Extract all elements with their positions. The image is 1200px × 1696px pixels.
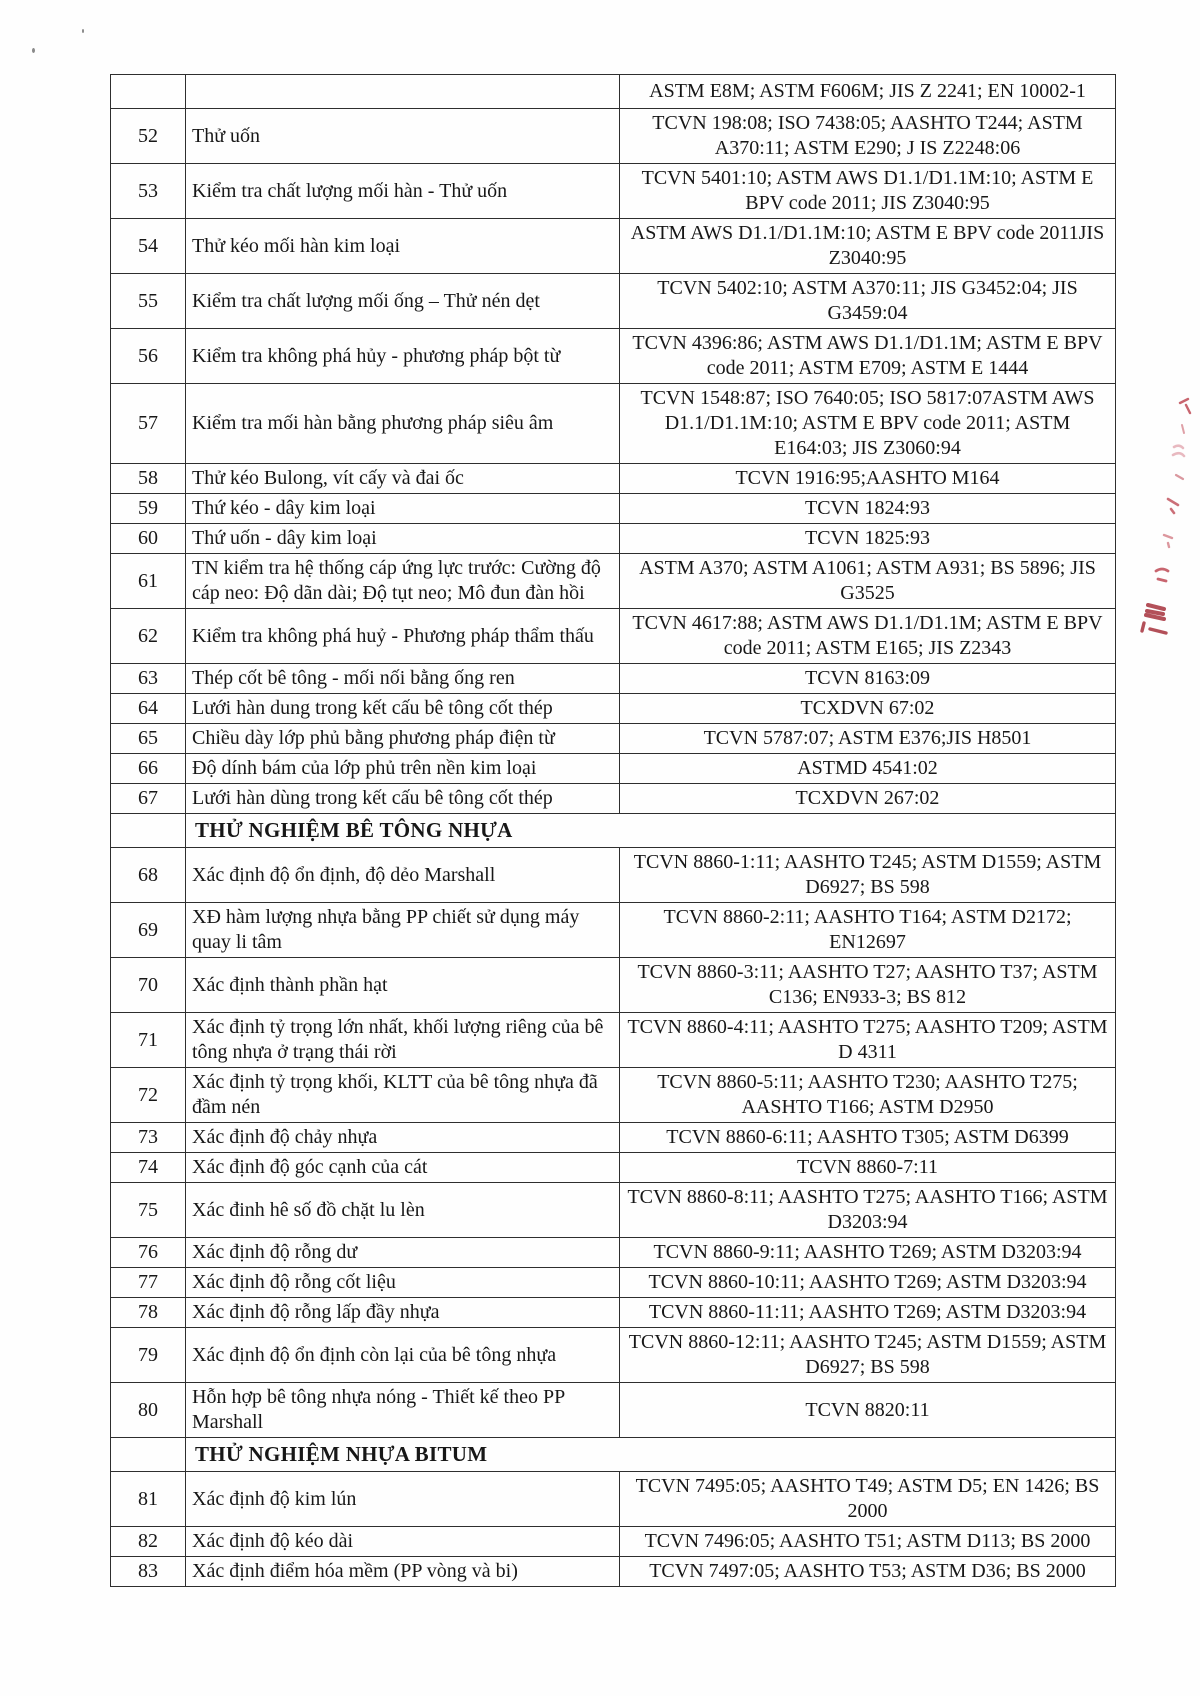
standards-cell: TCVN 4396:86; ASTM AWS D1.1/D1.1M; ASTM E BPV code 2011; ASTM E709; ASTM E 1444 [620,329,1116,384]
test-name-cell: Lưới hàn dùng trong kết cấu bê tông cốt thép [186,784,620,814]
table-row [111,524,1116,554]
table-row [111,1183,1116,1238]
row-number-cell: 76 [111,1238,186,1268]
test-name-cell: Xác định độ rỗng cốt liệu [186,1268,620,1298]
table-row [111,494,1116,524]
row-number-cell: 71 [111,1013,186,1068]
standards-cell: TCVN 198:08; ISO 7438:05; AASHTO T244; ASTM A370:11; ASTM E290; J IS Z2248:06 [620,109,1116,164]
scan-speck [82,29,84,33]
row-number-cell: 58 [111,464,186,494]
row-number-cell: 56 [111,329,186,384]
standards-cell: TCVN 1825:93 [620,524,1116,554]
table-row [111,1153,1116,1183]
test-name-cell: Kiểm tra mối hàn bằng phương pháp siêu âm [186,384,620,464]
standards-cell: ASTM E8M; ASTM F606M; JIS Z 2241; EN 10002-1 [620,75,1116,109]
scan-speck [32,48,35,53]
row-number-cell: 63 [111,664,186,694]
standards-cell: TCVN 4617:88; ASTM AWS D1.1/D1.1M; ASTM E BPV code 2011; ASTM E165; JIS Z2343 [620,609,1116,664]
standards-cell: TCVN 8860-2:11; AASHTO T164; ASTM D2172; EN12697 [620,903,1116,958]
table-row [111,164,1116,219]
standards-cell: TCVN 8163:09 [620,664,1116,694]
test-name-cell: TN kiểm tra hệ thống cáp ứng lực trước: Cường độ cáp neo: Độ dãn dài; Độ tụt neo; Mô đun đàn hồi [186,554,620,609]
row-number-cell: 83 [111,1557,186,1587]
section-header-label: THỬ NGHIỆM BÊ TÔNG NHỰA [186,814,1116,848]
table-row [111,1328,1116,1383]
table-row [111,1123,1116,1153]
table-row [111,1268,1116,1298]
row-number-cell: 72 [111,1068,186,1123]
table-row [111,903,1116,958]
section-header-row [111,1438,1116,1472]
standards-cell: TCXDVN 67:02 [620,694,1116,724]
row-number-cell: 70 [111,958,186,1013]
test-name-cell: Thép cốt bê tông - mối nối bằng ống ren [186,664,620,694]
test-name-cell: Chiều dày lớp phủ bằng phương pháp điện từ [186,724,620,754]
section-header-label: THỬ NGHIỆM NHỰA BITUM [186,1438,1116,1472]
row-number-cell: 81 [111,1472,186,1527]
row-number-cell: 62 [111,609,186,664]
test-name-cell: XĐ hàm lượng nhựa bằng PP chiết sử dụng máy quay li tâm [186,903,620,958]
test-name-cell: Xác định tỷ trọng khối, KLTT của bê tông nhựa đã đầm nén [186,1068,620,1123]
test-name-cell: Hỗn hợp bê tông nhựa nóng - Thiết kế theo PP Marshall [186,1383,620,1438]
row-number-cell [111,814,186,848]
row-number-cell: 74 [111,1153,186,1183]
test-name-cell: Kiểm tra không phá hủy - phương pháp bột từ [186,329,620,384]
test-name-cell: Độ dính bám của lớp phủ trên nền kim loại [186,754,620,784]
standards-cell: TCVN 8860-1:11; AASHTO T245; ASTM D1559; ASTM D6927; BS 598 [620,848,1116,903]
table-row [111,109,1116,164]
table-row [111,848,1116,903]
test-name-cell: Xác định điểm hóa mềm (PP vòng và bi) [186,1557,620,1587]
row-number-cell: 68 [111,848,186,903]
standards-cell: ASTM AWS D1.1/D1.1M:10; ASTM E BPV code 2011JIS Z3040:95 [620,219,1116,274]
row-number-cell: 60 [111,524,186,554]
row-number-cell: 59 [111,494,186,524]
test-name-cell: Xác định độ kim lún [186,1472,620,1527]
standards-table [110,74,1116,1587]
table-row [111,554,1116,609]
table-row [111,384,1116,464]
standards-cell: TCVN 7497:05; AASHTO T53; ASTM D36; BS 2000 [620,1557,1116,1587]
row-number-cell [111,75,186,109]
standards-table-body [111,75,1116,1587]
row-number-cell: 61 [111,554,186,609]
row-number-cell: 77 [111,1268,186,1298]
table-row [111,664,1116,694]
standards-cell: TCVN 7495:05; AASHTO T49; ASTM D5; EN 1426; BS 2000 [620,1472,1116,1527]
standards-cell: TCVN 8860-11:11; AASHTO T269; ASTM D3203:94 [620,1298,1116,1328]
table-row [111,1238,1116,1268]
test-name-cell: Xác định độ rỗng dư [186,1238,620,1268]
table-row [111,1472,1116,1527]
table-row [111,1383,1116,1438]
row-number-cell [111,1438,186,1472]
table-row [111,219,1116,274]
table-row [111,464,1116,494]
test-name-cell: Xác định thành phần hạt [186,958,620,1013]
test-name-cell: Thử uốn [186,109,620,164]
table-row [111,958,1116,1013]
standards-cell: TCVN 8860-9:11; AASHTO T269; ASTM D3203:94 [620,1238,1116,1268]
row-number-cell: 64 [111,694,186,724]
test-name-cell: Xác định độ kéo dài [186,1527,620,1557]
row-number-cell: 78 [111,1298,186,1328]
standards-cell: TCVN 8820:11 [620,1383,1116,1438]
standards-cell: TCVN 8860-6:11; AASHTO T305; ASTM D6399 [620,1123,1116,1153]
row-number-cell: 53 [111,164,186,219]
row-number-cell: 75 [111,1183,186,1238]
table-row [111,1068,1116,1123]
standards-cell: TCVN 1824:93 [620,494,1116,524]
table-row [111,694,1116,724]
test-name-cell: Xác đinh hê số đồ chặt lu lèn [186,1183,620,1238]
table-row [111,1013,1116,1068]
row-number-cell: 69 [111,903,186,958]
test-name-cell: Xác định độ ổn định, độ dẻo Marshall [186,848,620,903]
standards-cell: TCVN 5401:10; ASTM AWS D1.1/D1.1M:10; ASTM E BPV code 2011; JIS Z3040:95 [620,164,1116,219]
standards-cell: TCVN 8860-7:11 [620,1153,1116,1183]
test-name-cell: Thử kéo Bulong, vít cấy và đai ốc [186,464,620,494]
table-row [111,75,1116,109]
test-name-cell [186,75,620,109]
row-number-cell: 73 [111,1123,186,1153]
test-name-cell: Kiểm tra chất lượng mối ống – Thử nén dẹt [186,274,620,329]
standards-cell: ASTMD 4541:02 [620,754,1116,784]
table-row [111,1527,1116,1557]
row-number-cell: 57 [111,384,186,464]
standards-cell: TCVN 5402:10; ASTM A370:11; JIS G3452:04; JIS G3459:04 [620,274,1116,329]
table-row [111,1298,1116,1328]
test-name-cell: Xác định độ góc cạnh của cát [186,1153,620,1183]
standards-cell: ASTM A370; ASTM A1061; ASTM A931; BS 5896; JIS G3525 [620,554,1116,609]
test-name-cell: Thử kéo mối hàn kim loại [186,219,620,274]
standards-cell: TCVN 7496:05; AASHTO T51; ASTM D113; BS 2000 [620,1527,1116,1557]
table-row [111,274,1116,329]
table-row [111,1557,1116,1587]
table-row [111,609,1116,664]
row-number-cell: 80 [111,1383,186,1438]
standards-cell: TCVN 8860-5:11; AASHTO T230; AASHTO T275; AASHTO T166; ASTM D2950 [620,1068,1116,1123]
row-number-cell: 67 [111,784,186,814]
test-name-cell: Xác định độ chảy nhựa [186,1123,620,1153]
standards-cell: TCVN 8860-4:11; AASHTO T275; AASHTO T209; ASTM D 4311 [620,1013,1116,1068]
table-row [111,754,1116,784]
test-name-cell: Kiểm tra không phá huỷ - Phương pháp thẩm thấu [186,609,620,664]
test-name-cell: Thứ uốn - dây kim loại [186,524,620,554]
test-name-cell: Kiểm tra chất lượng mối hàn - Thử uốn [186,164,620,219]
table-row [111,724,1116,754]
row-number-cell: 55 [111,274,186,329]
standards-cell: TCVN 8860-8:11; AASHTO T275; AASHTO T166; ASTM D3203:94 [620,1183,1116,1238]
standards-cell: TCXDVN 267:02 [620,784,1116,814]
standards-cell: TCVN 5787:07; ASTM E376;JIS H8501 [620,724,1116,754]
row-number-cell: 65 [111,724,186,754]
row-number-cell: 54 [111,219,186,274]
standards-cell: TCVN 1916:95;AASHTO M164 [620,464,1116,494]
standards-cell: TCVN 8860-3:11; AASHTO T27; AASHTO T37; ASTM C136; EN933-3; BS 812 [620,958,1116,1013]
row-number-cell: 52 [111,109,186,164]
test-name-cell: Xác định tỷ trọng lớn nhất, khối lượng riêng của bê tông nhựa ở trạng thái rời [186,1013,620,1068]
row-number-cell: 79 [111,1328,186,1383]
red-ink-marks [1138,395,1200,645]
standards-cell: TCVN 8860-10:11; AASHTO T269; ASTM D3203:94 [620,1268,1116,1298]
test-name-cell: Thứ kéo - dây kim loại [186,494,620,524]
section-header-row [111,814,1116,848]
row-number-cell: 66 [111,754,186,784]
table-row [111,329,1116,384]
test-name-cell: Xác định độ ổn định còn lại của bê tông nhựa [186,1328,620,1383]
row-number-cell: 82 [111,1527,186,1557]
standards-cell: TCVN 1548:87; ISO 7640:05; ISO 5817:07ASTM AWS D1.1/D1.1M:10; ASTM E BPV code 2011; ASTM E164:03; JIS Z3060:94 [620,384,1116,464]
test-name-cell: Xác định độ rỗng lấp đầy nhựa [186,1298,620,1328]
test-name-cell: Lưới hàn dung trong kết cấu bê tông cốt thép [186,694,620,724]
table-row [111,784,1116,814]
standards-cell: TCVN 8860-12:11; AASHTO T245; ASTM D1559; ASTM D6927; BS 598 [620,1328,1116,1383]
